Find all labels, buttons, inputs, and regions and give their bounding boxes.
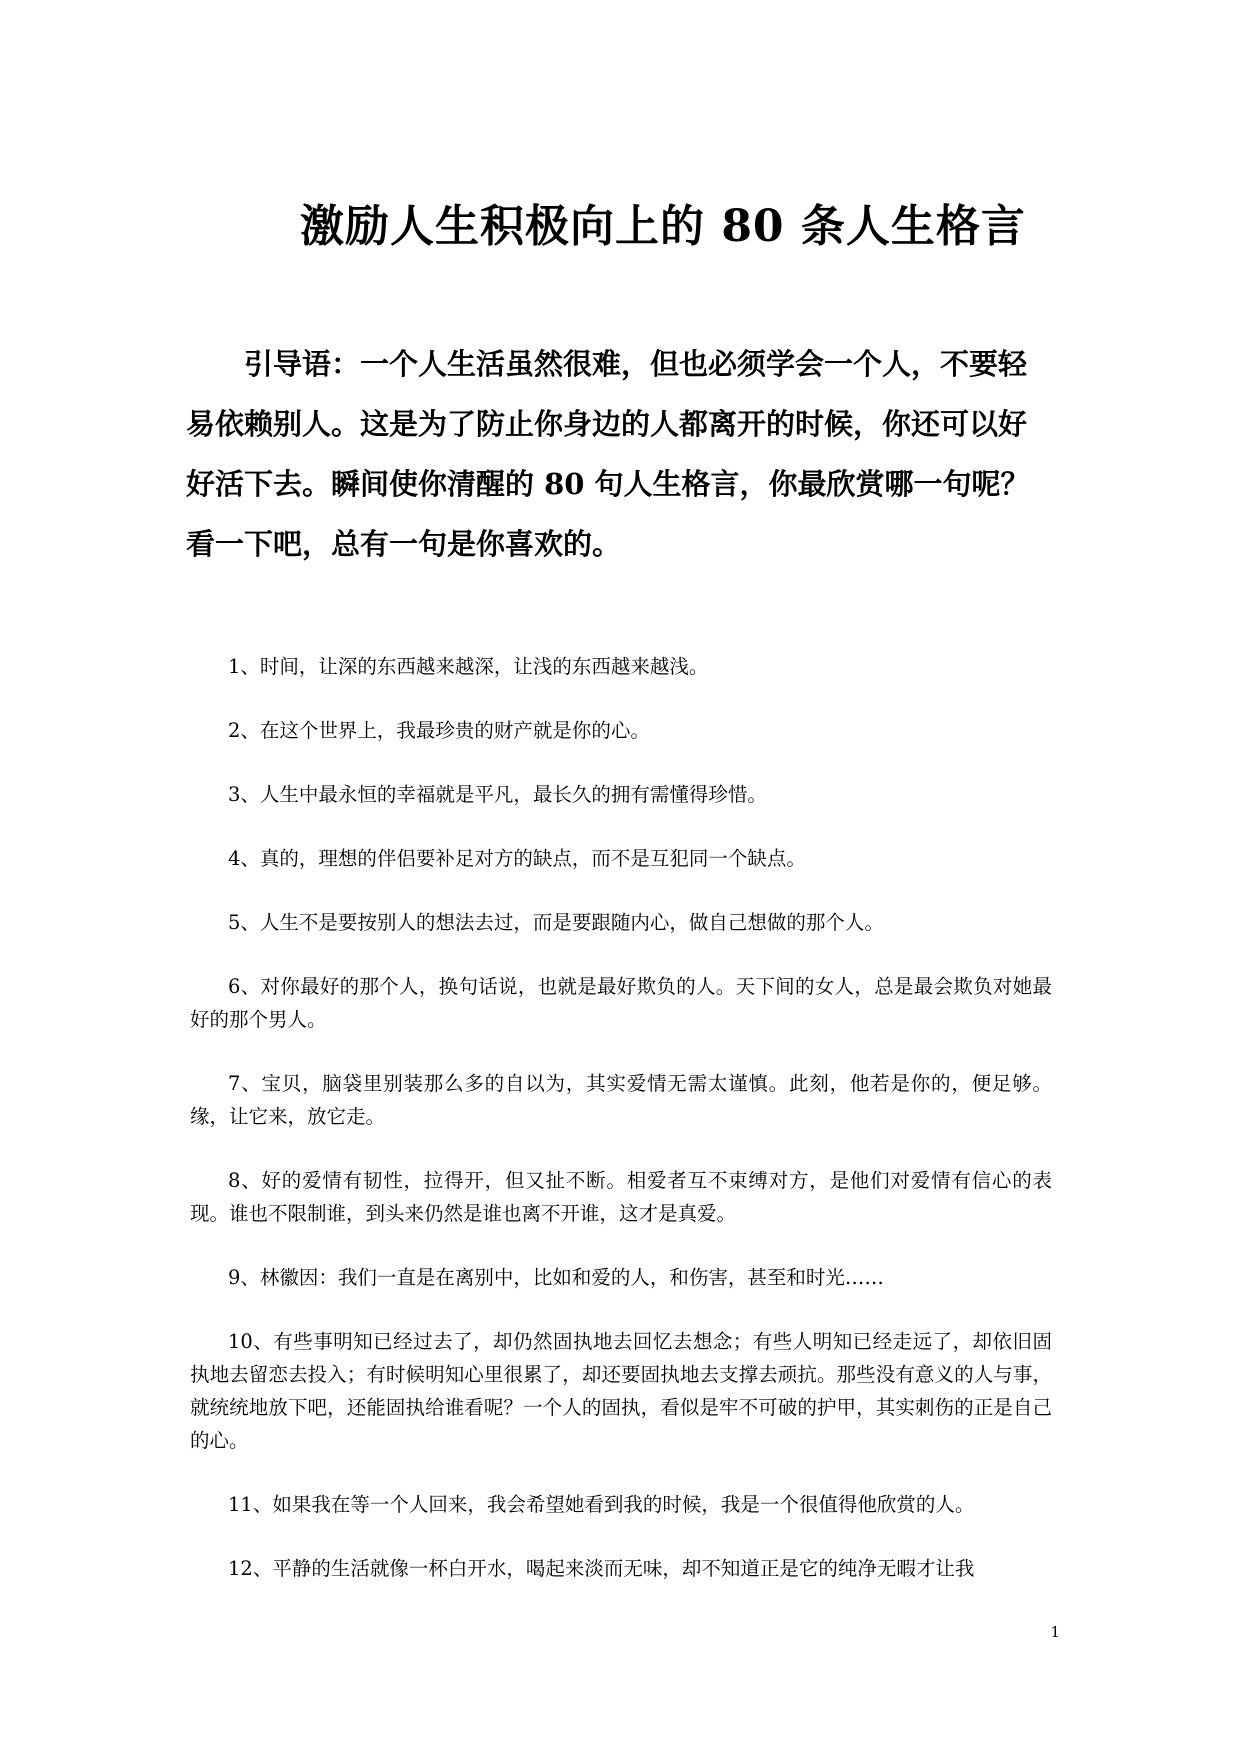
list-item: 12、平静的生活就像一杯白开水，喝起来淡而无味，却不知道正是它的纯净无暇才让我 bbox=[228, 1557, 975, 1580]
list-item: 8、好的爱情有韧性，拉得开，但又扯不断。相爱者互不束缚对方，是他们对爱情有信心的表现。谁也不限制谁，到头来仍然是谁也离不开谁，这才是真爱。 bbox=[190, 1169, 1052, 1225]
list-item: 9、林徽因：我们一直是在离别中，比如和爱的人，和伤害，甚至和时光…… bbox=[228, 1266, 884, 1289]
document-title: 激励人生积极向上的 80 条人生格言 bbox=[300, 201, 1026, 252]
page-number: 1 bbox=[1050, 1623, 1060, 1641]
list-item: 7、宝贝，脑袋里别装那么多的自以为，其实爱情无需太谨慎。此刻，他若是你的，便足够。缘，让它来，放它走。 bbox=[190, 1072, 1052, 1128]
list-item: 11、如果我在等一个人回来，我会希望她看到我的时候，我是一个很值得他欣赏的人。 bbox=[228, 1493, 975, 1516]
list-item: 3、人生中最永恒的幸福就是平凡，最长久的拥有需懂得珍惜。 bbox=[228, 783, 767, 806]
quote-list bbox=[190, 650, 1052, 1616]
list-item: 4、真的，理想的伴侣要补足对方的缺点，而不是互犯同一个缺点。 bbox=[228, 847, 806, 870]
intro-paragraph: 引导语：一个人生活虽然很难，但也必须学会一个人，不要轻易依赖别人。这是为了防止你身边的人都离开的时候，你还可以好好活下去。瞬间使你清醒的 80 句人生格言，你最欣赏哪一句呢？看一下吧，总有一句是你喜欢的。 bbox=[186, 347, 1030, 561]
list-item: 1、时间，让深的东西越来越深，让浅的东西越来越浅。 bbox=[228, 655, 709, 678]
list-item: 10、有些事明知已经过去了，却仍然固执地去回忆去想念；有些人明知已经走远了，却依旧固执地去留恋去投入；有时候明知心里很累了，却还要固执地去支撑去顽抗。那些没有意义的人与事，就统统地放下吧，还能固执给谁看呢？一个人的固执，看似是牢不可破的护甲，其实刺伤的正是自己的心。 bbox=[190, 1330, 1052, 1452]
list-item: 2、在这个世界上，我最珍贵的财产就是你的心。 bbox=[228, 719, 650, 742]
list-item: 5、人生不是要按别人的想法去过，而是要跟随内心，做自己想做的那个人。 bbox=[228, 911, 884, 934]
list-item: 6、对你最好的那个人，换句话说，也就是最好欺负的人。天下间的女人，总是最会欺负对她最好的那个男人。 bbox=[190, 975, 1052, 1031]
